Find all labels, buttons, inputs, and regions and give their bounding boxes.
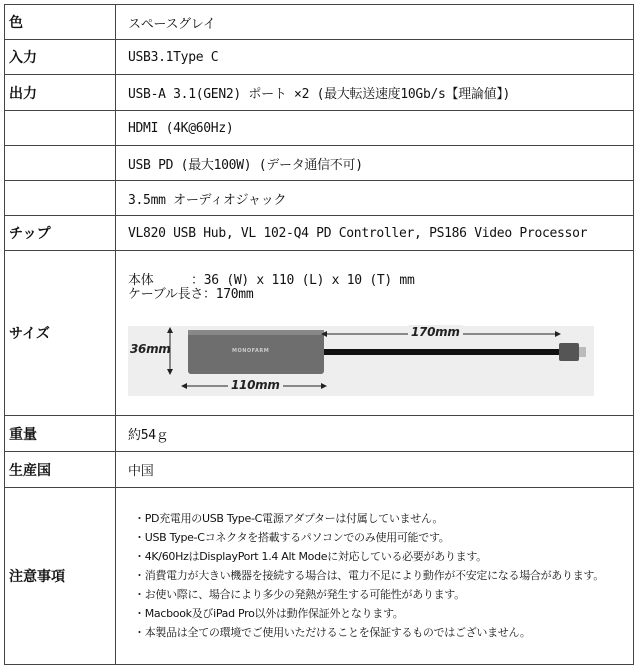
row-value: VL820 USB Hub, VL 102-Q4 PD Controller, PS186 Video Processor [116, 216, 634, 251]
body-length-label: 110mm [228, 378, 283, 392]
row-label: 重量 [5, 416, 116, 452]
row-label: 色 [5, 5, 116, 40]
spec-row-chip [5, 216, 634, 251]
row-label: 入力 [5, 40, 116, 75]
list-item: ・お使い際に、場合により多少の発熱が発生する可能性があります。 [134, 588, 465, 601]
spec-row-output [5, 75, 634, 111]
row-value: USB PD (最大100W) (データ通信不可) [116, 146, 634, 181]
spec-row-output-audio [5, 181, 634, 216]
row-value: 中国 [116, 452, 634, 488]
list-item: ・USB Type-Cコネクタを搭載するパソコンでのみ使用可能です。 [134, 531, 450, 544]
row-label: チップ [5, 216, 116, 251]
list-item: ・PD充電用のUSB Type-C電源アダプターは付属していません。 [134, 512, 444, 525]
brand-logo: MONOFARM [232, 348, 270, 354]
notes-list [128, 512, 633, 640]
list-item: ・消費電力が大きい機器を接続する場合は、電力不足により動作が不安定になる場合があります。 [134, 569, 604, 582]
list-item: ・4K/60HzはDisplayPort 1.4 Alt Modeに対応している必要があります。 [134, 550, 487, 563]
row-value: USB3.1Type C [116, 40, 634, 75]
size-body-line: 本体 ：36 (W) x 110 (L) x 10 (T) mm [128, 273, 415, 288]
device-drawing [128, 326, 594, 396]
spec-row-origin [5, 452, 634, 488]
usb-c-tip [579, 347, 586, 357]
usb-c-plug [559, 343, 579, 361]
spec-row-output-hdmi [5, 111, 634, 146]
row-label [5, 146, 116, 181]
cable [324, 349, 559, 355]
row-value: HDMI (4K@60Hz) [116, 111, 634, 146]
size-text [128, 274, 633, 302]
row-value: USB-A 3.1(GEN2) ポート ×2 (最大転送速度10Gb/s【理論値】) [116, 75, 634, 111]
row-value: スペースグレイ [116, 5, 634, 40]
row-label [5, 111, 116, 146]
hub-port-strip [188, 330, 324, 335]
row-label: 出力 [5, 75, 116, 111]
spec-row-notes [5, 488, 634, 665]
spec-row-output-pd [5, 146, 634, 181]
size-cell [116, 251, 634, 416]
cable-length-label: 170mm [408, 325, 463, 339]
list-item: ・本製品は全ての環境でご使用いただけることを保証するものではございません。 [134, 626, 531, 639]
list-item: ・Macbook及びiPad Pro以外は動作保証外となります。 [134, 607, 404, 620]
spec-table [4, 4, 634, 665]
notes-cell [116, 488, 634, 665]
spec-row-size [5, 251, 634, 416]
row-value: 約54ｇ [116, 416, 634, 452]
row-label: サイズ [5, 251, 116, 416]
row-label: 注意事項 [5, 488, 116, 665]
size-diagram [128, 326, 594, 396]
spec-row-input [5, 40, 634, 75]
size-cable-line: ケーブル長さ：170mm [128, 287, 254, 302]
row-label: 生産国 [5, 452, 116, 488]
row-value: 3.5mm オーディオジャック [116, 181, 634, 216]
height-label: 36mm [130, 342, 171, 356]
spec-row-weight [5, 416, 634, 452]
spec-row-color [5, 5, 634, 40]
row-label [5, 181, 116, 216]
